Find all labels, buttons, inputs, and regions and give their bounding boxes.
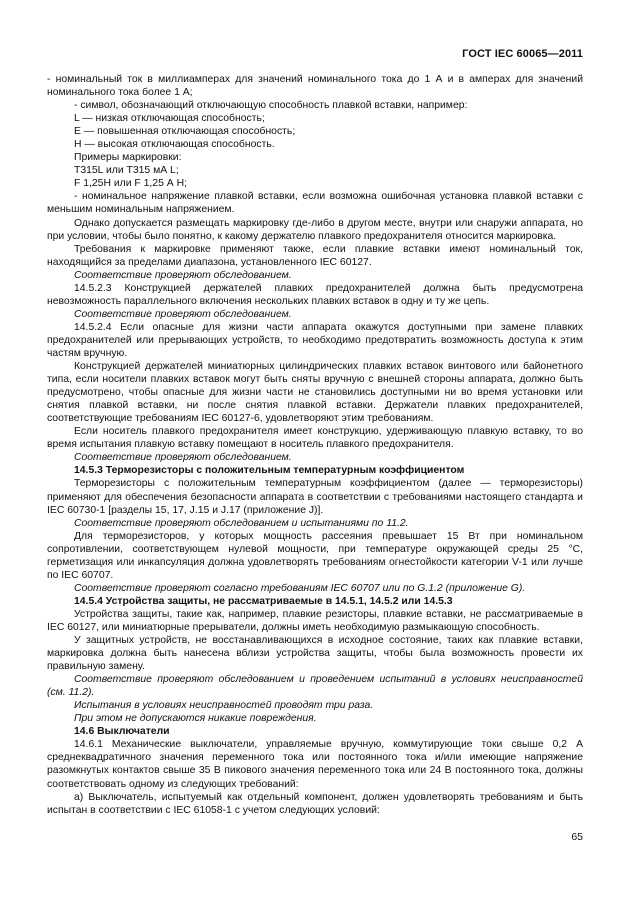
- page-number: 65: [571, 831, 583, 843]
- paragraph: Устройства защиты, такие как, например, плавкие резисторы, плавкие вставки, не рассматриваемые в IEC 60127, или миниатюрные прерыватели, должны иметь необходимую размыкающую способность.: [47, 608, 583, 633]
- compliance-note: Соответствие проверяют обследованием.: [74, 452, 292, 464]
- paragraph: Требования к маркировке применяют также, если плавкие вставки имеют номинальный ток, находящийся за пределами диапазона, установленного IEC 60127.: [47, 243, 583, 268]
- section-heading-14-6: 14.6 Выключатели: [74, 726, 170, 738]
- paragraph: L — низкая отключающая способность;: [74, 113, 265, 125]
- compliance-note: Соответствие проверяют обследованием и испытаниями по 11.2.: [74, 517, 409, 529]
- paragraph: Терморезисторы с положительным температурным коэффициентом (далее — терморезисторы) применяют для обеспечения безопасности аппарата в соответствии с требованиями настоящего стандарта и IEC 60730-1 [разделы 15, 17, J.15 и J.17 (приложение J)].: [47, 478, 583, 516]
- standard-header: ГОСТ IEC 60065—2011: [462, 48, 583, 60]
- paragraph: Примеры маркировки:: [74, 152, 182, 164]
- paragraph: а) Выключатель, испытуемый как отдельный компонент, должен удовлетворять требованиям и быть испытан в соответствии с IEC 61058-1 с учетом следующих условий:: [47, 791, 583, 816]
- compliance-note: При этом не допускаются никакие повреждения.: [74, 713, 317, 725]
- compliance-note: Соответствие проверяют согласно требованиям IEC 60707 или по G.1.2 (приложение G).: [74, 582, 526, 594]
- paragraph: Для терморезисторов, у которых мощность рассеяния превышает 15 Вт при номинальном сопротивлении, соответствующем нулевой мощности, при температуре окружающей среды 25 °С, герметизация или инкапсуляция должна удовлетворять требованиям огнестойкости категории V-1 или лучше по IEC 60707.: [47, 530, 583, 581]
- paragraph: Если носитель плавкого предохранителя имеет конструкцию, удерживающую плавкую вставку, то во время испытания плавкую вставку помещают в носитель плавкого предохранителя.: [47, 426, 583, 451]
- paragraph: - номинальный ток в миллиамперах для значений номинального тока до 1 А и в амперах для значений номинального тока более 1 А;: [47, 74, 583, 99]
- paragraph: - номинальное напряжение плавкой вставки, если возможна ошибочная установка плавкой вставки с меньшим номинальным напряжением.: [47, 191, 583, 216]
- paragraph: Однако допускается размещать маркировку где-либо в другом месте, внутри или снаружи аппарата, но при условии, чтобы было понятно, к какому держателю плавкого предохранителя относится маркировка.: [47, 217, 583, 242]
- clause-14-5-2-4: 14.5.2.4 Если опасные для жизни части аппарата окажутся доступными при замене плавких предохранителей или прерывающих устройств, то необходимо предотвратить возможность доступа к этим частям вручную.: [47, 321, 583, 359]
- clause-14-6-1: 14.6.1 Механические выключатели, управляемые вручную, коммутирующие токи свыше 0,2 А среднеквадратичного значения переменного тока или постоянного тока и/или имеющие напряжение разомкнутых контактов свыше 35 В пикового значения переменного тока или 24 В постоянного тока, должны соответствовать одному из следующих требований:: [47, 739, 583, 790]
- paragraph: Конструкцией держателей миниатюрных цилиндрических плавких вставок винтового или байонетного типа, если носители плавких вставок могут быть сняты вручную с внешней стороны аппарата, должно быть предусмотрено, чтобы опасные для жизни части не становились доступными ни во время установки или снятия плавкой вставки, ни после снятия плавкой вставки. Держатели плавких предохранителей, соответствующие требованиям IEC 60127-6, удовлетворяют этим требованиям.: [47, 361, 583, 425]
- document-body: [47, 73, 583, 817]
- paragraph: T315L или T315 мА L;: [74, 165, 179, 177]
- paragraph: У защитных устройств, не восстанавливающихся в исходное состояние, таких как плавкие вставки, маркировка должна быть нанесена вблизи устройства защиты, чтобы была возможность провести их правильную замену.: [47, 635, 583, 673]
- paragraph: Е — повышенная отключающая способность;: [74, 126, 296, 138]
- paragraph: F 1,25H или F 1,25 А Н;: [74, 178, 187, 190]
- compliance-note: Соответствие проверяют обследованием и проведением испытаний в условиях неисправностей (см. 11.2).: [47, 674, 583, 699]
- clause-14-5-2-3: 14.5.2.3 Конструкцией держателей плавких предохранителей должна быть предусмотрена невозможность параллельного включения нескольких плавких вставок в одну и ту же цепь.: [47, 282, 583, 307]
- compliance-note: Испытания в условиях неисправностей проводят три раза.: [74, 700, 374, 712]
- compliance-note: Соответствие проверяют обследованием.: [74, 308, 292, 320]
- compliance-note: Соответствие проверяют обследованием.: [74, 269, 292, 281]
- paragraph: Н — высокая отключающая способность.: [74, 139, 275, 151]
- section-heading-14-5-3: 14.5.3 Терморезисторы с положительным температурным коэффициентом: [74, 465, 465, 477]
- section-heading-14-5-4: 14.5.4 Устройства защиты, не рассматриваемые в 14.5.1, 14.5.2 или 14.5.3: [74, 595, 453, 607]
- paragraph: - символ, обозначающий отключающую способность плавкой вставки, например:: [74, 100, 468, 112]
